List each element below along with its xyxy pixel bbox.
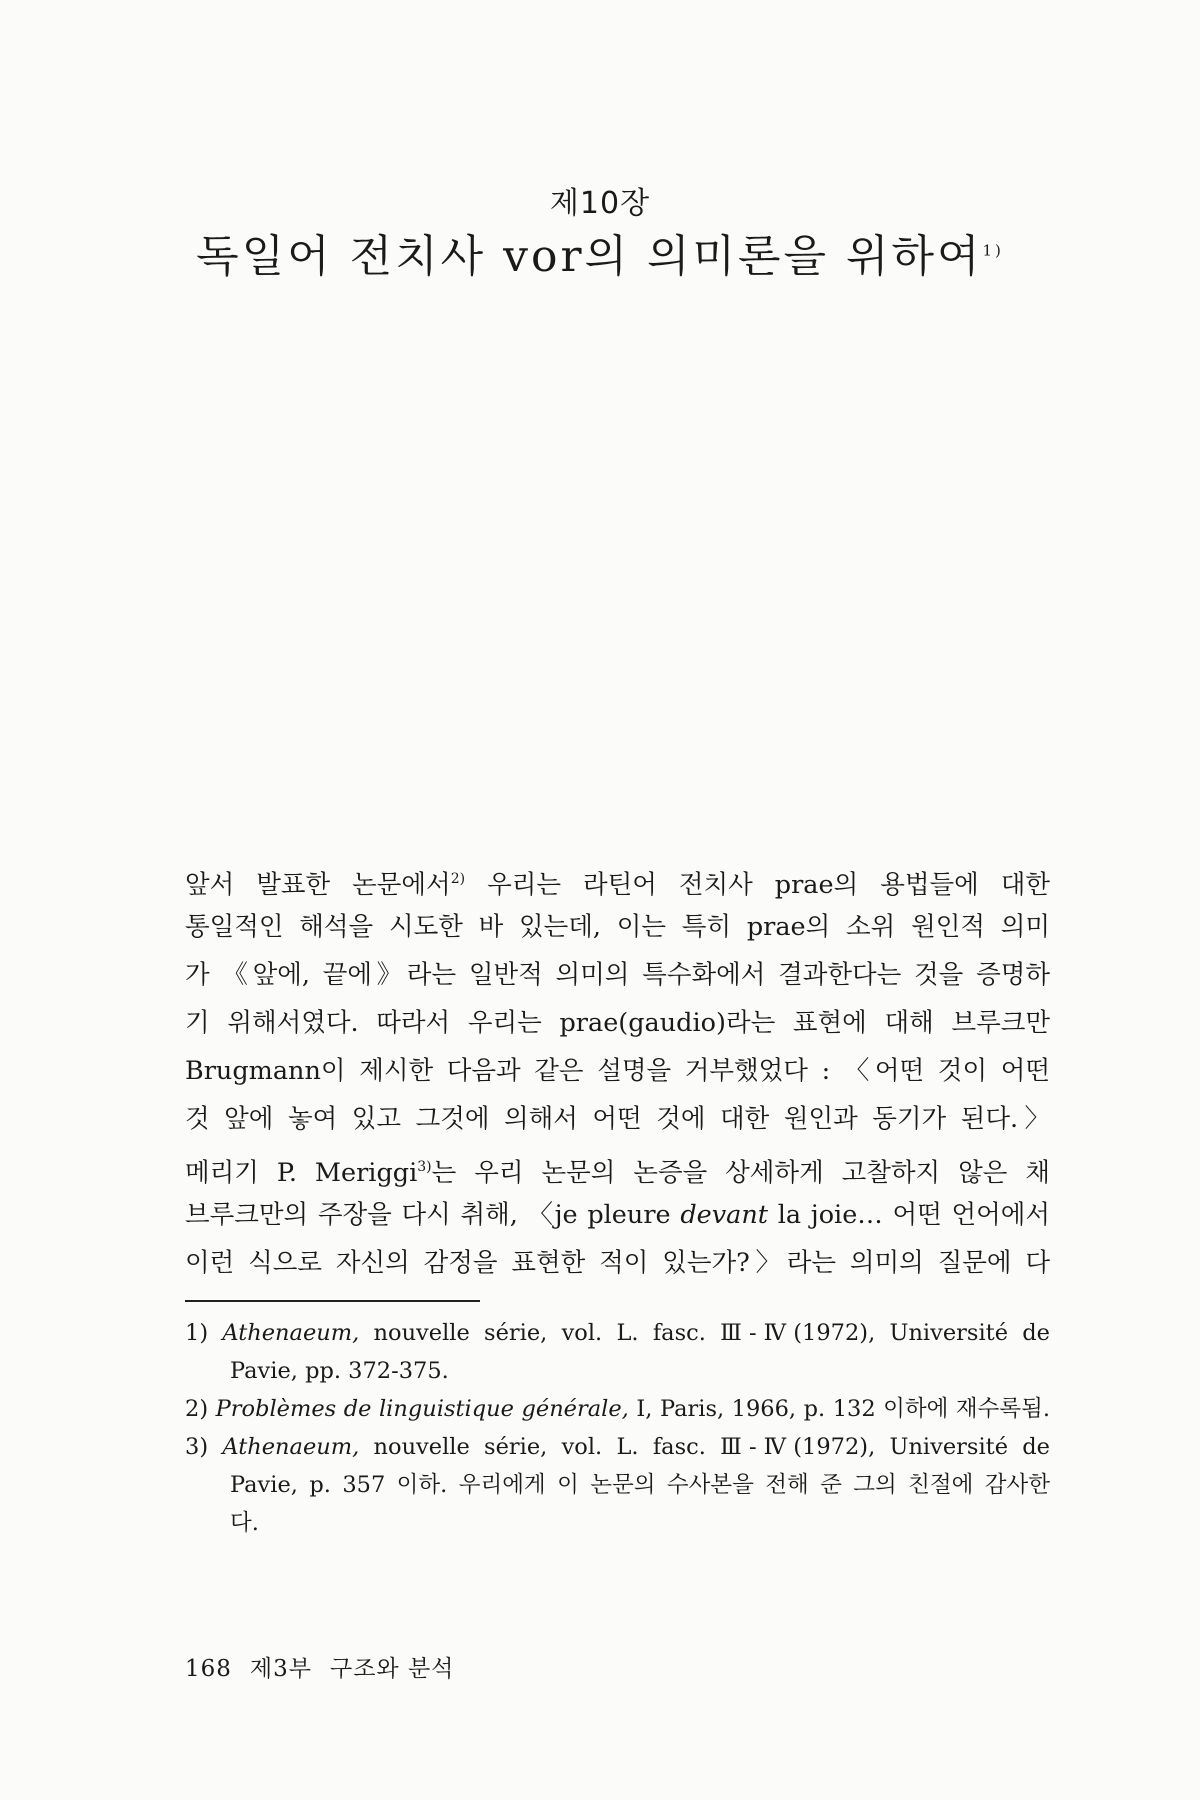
footnote-2	[185, 1390, 1050, 1428]
body-line-4: 기 위해서였다. 따라서 우리는 prae(gaudio)라는 표현에 대해 브루크만	[185, 1008, 1050, 1038]
body-line-7	[185, 1143, 1050, 1191]
footnotes	[185, 1314, 1050, 1542]
footnote-3-number: 3)	[185, 1434, 209, 1460]
chapter-title-part-2: 의 의미론을 위하여	[584, 231, 983, 282]
footnote-1-line-1	[185, 1314, 1050, 1352]
footnote-2-line-1	[185, 1390, 1050, 1428]
chapter-number: 제10장	[549, 186, 651, 221]
body-line-2: 통일적인 해석을 시도한 바 있는데, 이는 특히 prae의 소위 원인적 의미	[185, 912, 1050, 942]
footnote-3-line-1	[185, 1428, 1050, 1466]
footnote-2-title: Problèmes de linguistique générale,	[215, 1396, 629, 1422]
body-line-8-b: la joie… 어떤 언어에서	[768, 1200, 1050, 1230]
footnote-1-line-2: Pavie, pp. 372-375.	[230, 1358, 449, 1384]
chapter-title-vor: vor	[503, 231, 585, 282]
page-footer	[185, 1650, 472, 1683]
chapter-title-part-1: 독일어 전치사	[196, 231, 504, 282]
body-line-1-a: 앞서 발표한 논문에서	[185, 870, 451, 900]
body-line-7-a: 메리기 P. Meriggi	[185, 1158, 418, 1188]
body-line-1	[185, 855, 1050, 903]
running-section: 구조와 분석	[329, 1656, 455, 1682]
footnote-ref-3: 3)	[417, 1159, 432, 1175]
footnote-divider	[185, 1300, 480, 1302]
footnote-3	[185, 1428, 1050, 1542]
body-line-7-b: 는 우리 논문의 논증을 상세하게 고찰하지 않은 채	[431, 1158, 1050, 1188]
footnote-2-text: I, Paris, 1966, p. 132 이하에 재수록됨.	[628, 1396, 1051, 1422]
body-line-6: 것 앞에 놓여 있고 그것에 의해서 어떤 것에 대한 원인과 동기가 된다.〉	[185, 1104, 1050, 1134]
footnote-1-number: 1)	[185, 1320, 209, 1346]
running-part: 제3부	[249, 1656, 312, 1682]
page-number: 168	[185, 1656, 232, 1682]
chapter-title	[0, 220, 1200, 284]
body-line-8-italic: devant	[680, 1200, 769, 1230]
body-line-5: Brugmann이 제시한 다음과 같은 설명을 거부했었다 : 〈어떤 것이 어떤	[185, 1056, 1050, 1086]
footnote-1-title: Athenaeum,	[222, 1320, 360, 1346]
footnote-2-number: 2)	[185, 1396, 209, 1422]
body-line-8-a: 브루크만의 주장을 다시 취해, 〈je pleure	[185, 1200, 681, 1230]
body-line-9: 이런 식으로 자신의 감정을 표현한 적이 있는가?〉라는 의미의 질문에 다	[185, 1248, 1050, 1278]
body-line-3: 가 《앞에, 끝에》라는 일반적 의미의 특수화에서 결과한다는 것을 증명하	[185, 960, 1050, 990]
footnote-3-line-2: Pavie, p. 357 이하. 우리에게 이 논문의 수사본을 전해 준 그의 친절에 감사한	[230, 1472, 1050, 1498]
footnote-1	[185, 1314, 1050, 1390]
footnote-ref-1: 1)	[982, 241, 1004, 260]
body-paragraph	[185, 855, 1050, 1287]
footnote-3-line-3: 다.	[230, 1510, 259, 1536]
footnote-3-text: nouvelle série, vol. L. fasc. Ⅲ-Ⅳ(1972), Université de	[359, 1434, 1050, 1460]
body-line-1-b: 우리는 라틴어 전치사 prae의 용법들에 대한	[465, 870, 1050, 900]
footnote-1-text: nouvelle série, vol. L. fasc. Ⅲ-Ⅳ(1972), Université de	[359, 1320, 1050, 1346]
footnote-ref-2: 2)	[450, 871, 466, 887]
footnote-3-title: Athenaeum,	[222, 1434, 360, 1460]
body-line-8	[185, 1191, 1050, 1239]
